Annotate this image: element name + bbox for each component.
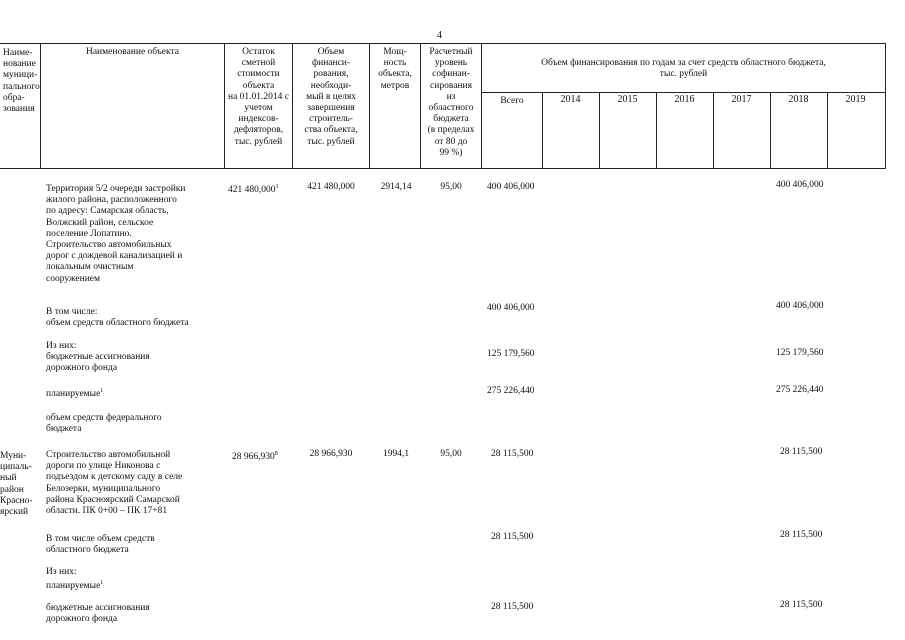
total-funding: 275 226,440: [487, 386, 535, 396]
object-name: В том числе объем средств областного бюджета: [46, 534, 155, 556]
capacity: 2914,14: [380, 182, 412, 192]
footnote-mark: 1: [100, 388, 104, 394]
funding-2018: 28 115,500: [780, 447, 823, 457]
footnote-mark: 1: [100, 580, 104, 587]
funding-2018: 28 115,500: [780, 530, 823, 540]
object-name: бюджетные ассигнования дорожного фонда: [46, 603, 150, 625]
object-name: Из них: бюджетные ассигнования дорожного фонда: [46, 341, 150, 374]
header-municipality: Наиме- нование муници- пального обра- зования: [3, 48, 40, 115]
header-year: 2019: [845, 94, 866, 105]
header-funding-group: Объем финансирования по годам за счет средств областного бюджета, тыс. рублей: [541, 58, 826, 80]
col-line: [885, 43, 886, 168]
remaining-cost: 421 480,000$^1$: [228, 184, 279, 196]
header-cofinance-level: Расчетный уровень софинан- сирования из областного бюджета (в пределах от 80 до 99 %): [427, 47, 475, 158]
object-name: Территория 5/2 очереди застройки жилого района, расположенного по адресу: Самарская область, Волжский район, сельское поселение Лопатино. Строительство автомобильных дорог с дождевой канализацией и локальным очистным сооружением: [46, 184, 186, 284]
remaining-cost: 28 966,930$^8$: [232, 451, 278, 463]
page-number: 4: [437, 30, 442, 41]
header-year: 2016: [674, 94, 695, 105]
funding-2018: 275 226,440: [776, 385, 824, 395]
total-funding: 28 115,500: [491, 532, 534, 542]
object-name: Строительство автомобильной дороги по улице Никонова с подъездом к детскому саду в селе Белозерки, муниципального района Красноярский Самарской области. ПК 0+00 – ПК 17+81: [46, 450, 183, 517]
object-name: объем средств федерального бюджета: [46, 413, 162, 435]
required-funding: 28 966,930: [309, 449, 353, 459]
footnote-mark: 1: [275, 184, 279, 190]
header-year: 2014: [560, 94, 581, 105]
header-remaining-cost: Остаток сметной стоимости объекта на 01.01.2014 с учетом индексов- дефляторов, тыс. рублей: [227, 47, 290, 147]
funding-2018: 400 406,000: [776, 301, 824, 311]
total-funding: 400 406,000: [487, 303, 535, 313]
table-top-line: [0, 43, 886, 44]
cofinance-level: 95,00: [440, 182, 462, 192]
header-year: 2018: [788, 94, 809, 105]
object-name: В том числе: объем средств областного бюджета: [46, 307, 189, 329]
object-name: планируемые$^1$: [46, 388, 104, 400]
cofinance-level: 95,00: [440, 449, 462, 459]
total-funding: 28 115,500: [491, 602, 534, 612]
funding-2018: 28 115,500: [780, 600, 823, 610]
total-funding: 125 179,560: [487, 349, 535, 359]
total-funding: 400 406,000: [487, 182, 535, 192]
col-line: [40, 43, 41, 168]
total-funding: 28 115,500: [491, 449, 534, 459]
municipality-name: Муни- ципаль- ный район Красно- ярский: [0, 451, 33, 518]
funding-2018: 125 179,560: [776, 348, 824, 358]
capacity: 1994,1: [382, 449, 410, 459]
header-object-name: Наименование объекта: [85, 47, 179, 57]
header-bottom-line: [0, 168, 886, 169]
header-capacity: Мощ- ность объекта, метров: [378, 47, 412, 91]
required-funding: 421 480,000: [307, 182, 355, 192]
header-year: 2015: [617, 94, 638, 105]
header-total: Всего: [500, 96, 524, 106]
object-name: Из них: планируемые$^1$: [46, 567, 104, 592]
header-required-funding: Объем финанси- рования, необходи- мый в целях завершения строитель- ства объекта, тыс. рублей: [304, 47, 358, 147]
funding-2018: 400 406,000: [776, 180, 824, 190]
header-year: 2017: [731, 94, 752, 105]
footnote-mark: 8: [274, 451, 278, 457]
